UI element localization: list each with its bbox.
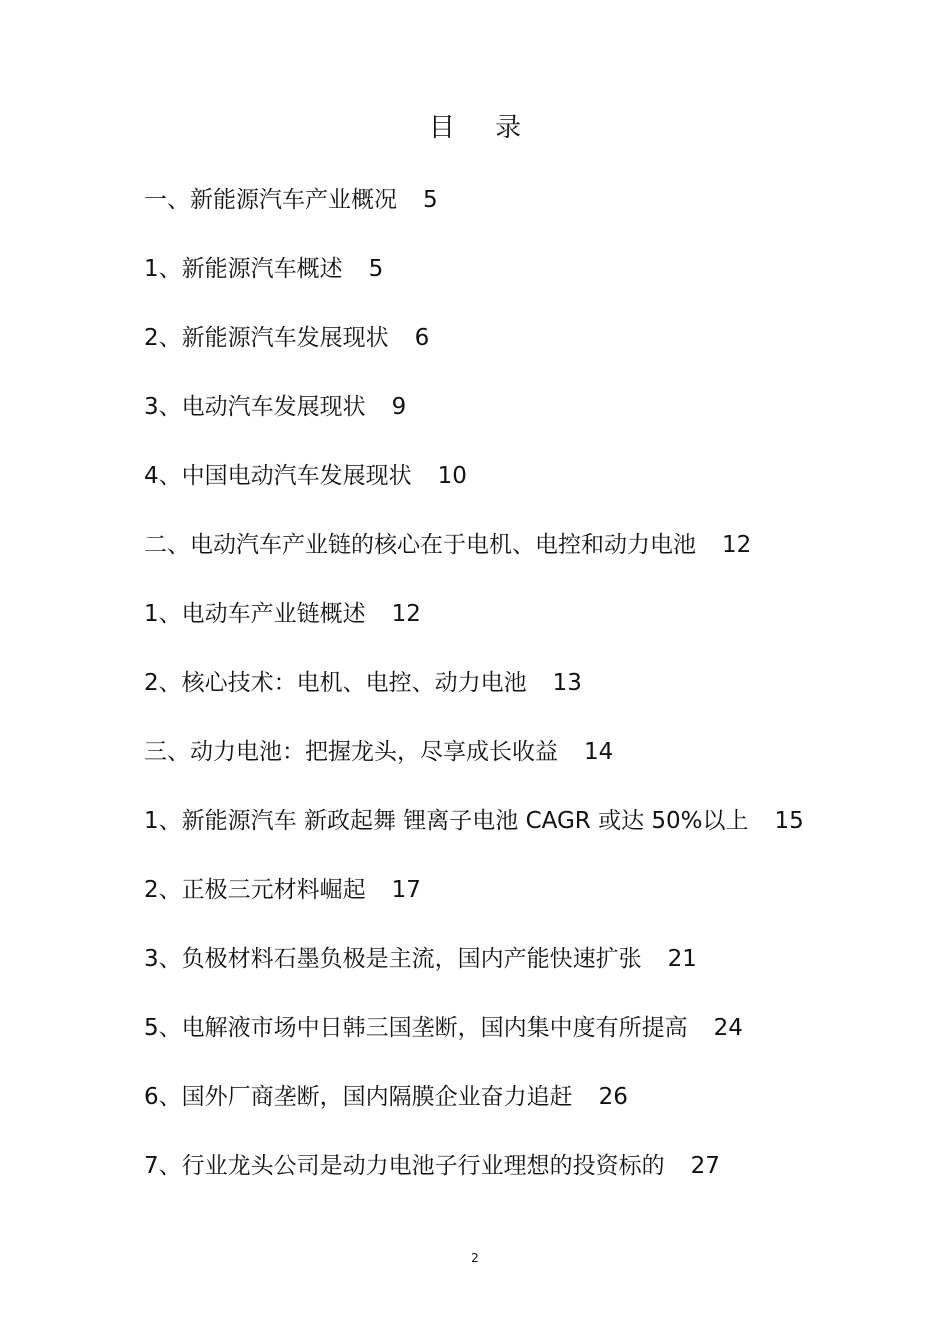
toc-entry-page: 5 [368,256,384,282]
toc-entry-text: 1、新能源汽车 新政起舞 锂离子电池 CAGR 或达 50%以上 [144,808,749,834]
toc-entry-page: 13 [552,670,582,696]
toc-entry [144,389,844,458]
toc-entry-text: 2、新能源汽车发展现状 [144,325,389,351]
toc-entry [144,182,844,251]
toc-entry-text: 三、动力电池：把握龙头，尽享成长收益 [144,739,558,765]
toc-entry-text: 二、电动汽车产业链的核心在于电机、电控和动力电池 [144,532,696,558]
toc-entry-page: 9 [391,394,407,420]
toc-entry [144,872,844,941]
toc-entry-page: 21 [667,946,697,972]
toc-entry [144,251,844,320]
page-number: 2 [471,1251,479,1265]
toc-entry-text: 1、电动车产业链概述 [144,601,366,627]
toc-entry [144,458,844,527]
toc-entry [144,665,844,734]
toc-entry-page: 5 [423,187,438,213]
toc-entry [144,1010,844,1079]
toc-entry [144,734,844,803]
toc-entry [144,320,844,389]
toc-entry-page: 26 [598,1084,628,1110]
toc-entry-page: 24 [713,1015,743,1041]
toc-entry-page: 15 [774,808,804,834]
toc-entry-page: 12 [391,601,421,627]
toc-entry [144,1148,844,1217]
toc-entry-page: 27 [690,1153,720,1179]
toc-entry-text: 2、正极三元材料崛起 [144,877,366,903]
toc-title: 目 录 [428,113,538,143]
toc-entry-page: 14 [584,739,614,765]
toc-entry-text: 2、核心技术：电机、电控、动力电池 [144,670,527,696]
toc-entry-text: 一、新能源汽车产业概况 [144,187,397,213]
toc-entry [144,527,844,596]
toc-entry-page: 10 [437,463,467,489]
toc-entry-text: 5、电解液市场中日韩三国垄断，国内集中度有所提高 [144,1015,688,1041]
toc-entry-text: 3、负极材料石墨负极是主流，国内产能快速扩张 [144,946,642,972]
toc-entry-page: 12 [722,532,752,558]
toc-entry-page: 6 [414,325,430,351]
toc-entry [144,803,844,872]
toc-entry [144,941,844,1010]
toc-list [144,182,844,1217]
toc-entry-text: 1、新能源汽车概述 [144,256,343,282]
toc-entry-text: 4、中国电动汽车发展现状 [144,463,412,489]
toc-entry-page: 17 [391,877,421,903]
toc-entry [144,596,844,665]
toc-entry-text: 7、行业龙头公司是动力电池子行业理想的投资标的 [144,1153,665,1179]
toc-entry [144,1079,844,1148]
toc-entry-text: 6、国外厂商垄断，国内隔膜企业奋力追赶 [144,1084,573,1110]
toc-entry-text: 3、电动汽车发展现状 [144,394,366,420]
